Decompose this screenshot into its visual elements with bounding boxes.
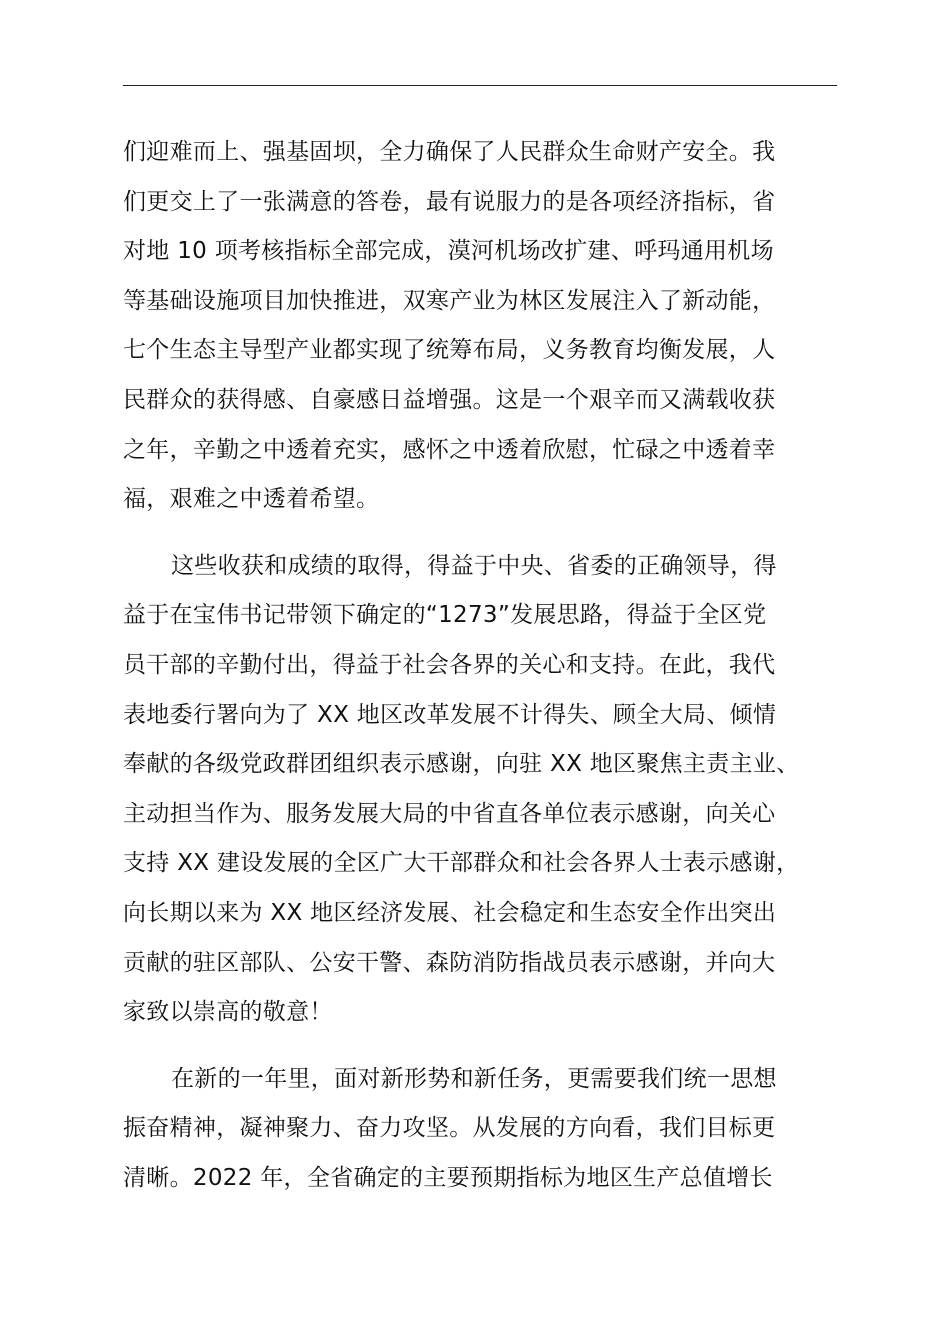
text-line: 清晰。2022 年，全省确定的主要预期指标为地区生产总值增长 <box>123 1164 773 1191</box>
text-line: 们更交上了一张满意的答卷，最有说服力的是各项经济指标，省 <box>123 188 776 215</box>
text-line: 奉献的各级党政群团组织表示感谢，向驻 XX 地区聚焦主责主业、 <box>123 751 800 778</box>
paragraph-spacer <box>123 525 837 542</box>
text-line: 福，艰难之中透着希望。 <box>123 486 380 513</box>
text-line: 员干部的辛勤付出，得益于社会各界的关心和支持。在此，我代 <box>123 651 776 678</box>
paragraph-2 <box>123 542 837 1038</box>
text-line: 表地委行署向为了 XX 地区改革发展不计得失、顾全大局、倾情 <box>123 701 777 728</box>
paragraph-3 <box>123 1055 837 1204</box>
text-line: 振奋精神，凝神聚力、奋力攻坚。从发展的方向看，我们目标更 <box>123 1115 776 1142</box>
text-line: 民群众的获得感、自豪感日益增强。这是一个艰辛而又满载收获 <box>123 386 776 413</box>
text-line: 支持 XX 建设发展的全区广大干部群众和社会各界人士表示感谢， <box>123 850 800 877</box>
text-line-first: 这些收获和成绩的取得，得益于中央、省委的正确领导，得 <box>171 552 777 579</box>
text-line: 主动担当作为、服务发展大局的中省直各单位表示感谢，向关心 <box>123 800 776 827</box>
text-line: 家致以崇高的敬意！ <box>123 999 333 1026</box>
text-line: 对地 10 项考核指标全部完成，漠河机场改扩建、呼玛通用机场 <box>123 238 774 265</box>
paragraph-spacer <box>123 1038 837 1055</box>
text-line: 们迎难而上、强基固坝，全力确保了人民群众生命财产安全。我 <box>123 139 776 165</box>
text-line: 等基础设施项目加快推进，双寒产业为林区发展注入了新动能， <box>123 287 776 314</box>
text-line-first: 在新的一年里，面对新形势和新任务，更需要我们统一思想 <box>171 1065 777 1092</box>
text-line: 向长期以来为 XX 地区经济发展、社会稳定和生态安全作出突出 <box>123 899 777 926</box>
paragraph-1 <box>123 128 837 525</box>
header-rule <box>123 85 837 86</box>
document-body <box>123 128 837 1203</box>
text-line: 七个生态主导型产业都实现了统筹布局，义务教育均衡发展，人 <box>123 337 776 364</box>
text-line: 益于在宝伟书记带领下确定的“1273”发展思路，得益于全区党 <box>123 602 767 629</box>
text-line: 之年，辛勤之中透着充实，感怀之中透着欣慰，忙碌之中透着幸 <box>123 436 776 463</box>
text-line: 贡献的驻区部队、公安干警、森防消防指战员表示感谢，并向大 <box>123 949 776 976</box>
